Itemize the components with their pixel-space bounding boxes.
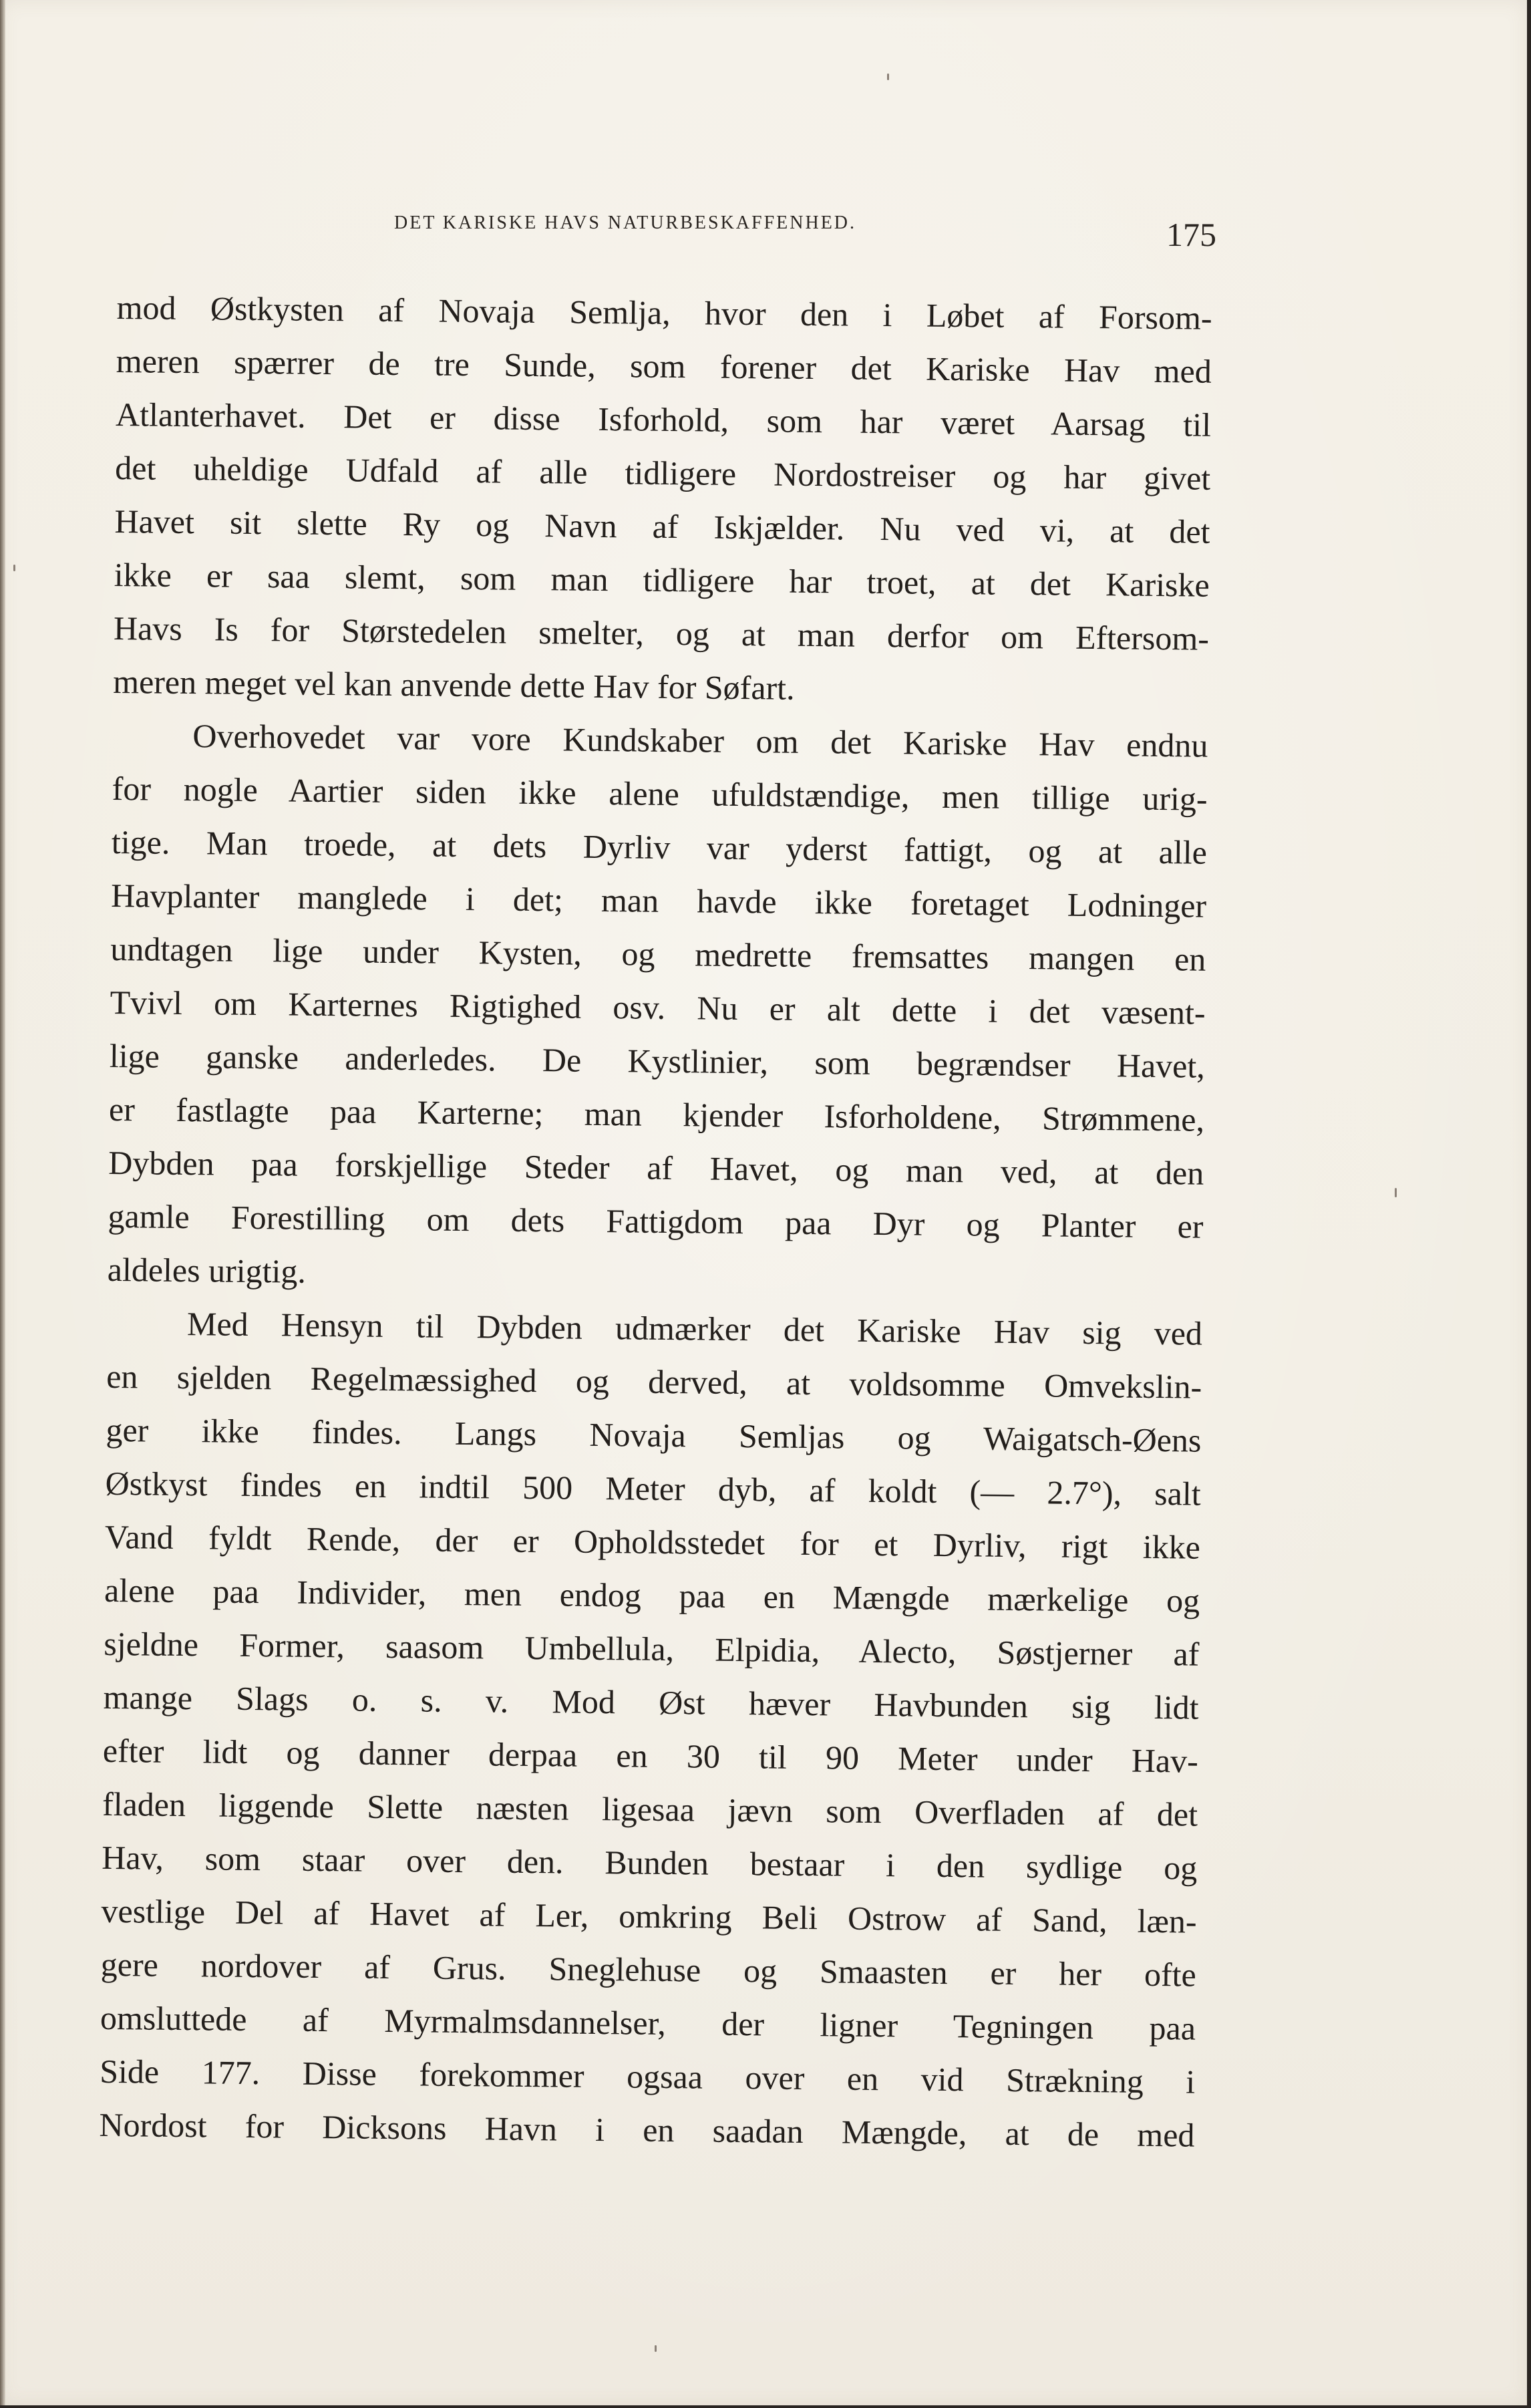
paper-speck [13, 565, 15, 571]
text-line: er fastlagte paa Karterne; man kjender Isforholdene, Strømmene, [108, 1090, 1205, 1139]
paper-speck [655, 2345, 657, 2352]
text-line: gamle Forestilling om dets Fattigdom paa Dyr og Planter er [108, 1197, 1204, 1245]
body-text [99, 281, 1212, 2162]
running-head: DET KARISKE HAVS NATURBESKAFFENHED. [394, 212, 857, 233]
text-line: Nordost for Dicksons Havn i en saadan Mængde, at de med [99, 2105, 1195, 2154]
text-line: meren spærrer de tre Sunde, som forener det Kariske Hav med [116, 341, 1212, 390]
paper-speck [887, 73, 889, 80]
text-line: det uheldige Udfald af alle tidligere Nordostreiser og har givet [115, 448, 1211, 497]
text-line: aldeles urigtig. [107, 1250, 307, 1290]
text-line: undtagen lige under Kysten, og medrette fremsattes mangen en [110, 929, 1206, 978]
text-line: tige. Man troede, at dets Dyrliv var yderst fattigt, og at alle [111, 822, 1208, 871]
text-line: vestlige Del af Havet af Ler, omkring Beli Ostrow af Sand, læn- [101, 1892, 1197, 1940]
text-line: mange Slags o. s. v. Mod Øst hæver Havbunden sig lidt [103, 1678, 1199, 1726]
text-line: alene paa Individer, men endog paa en Mængde mærkelige og [104, 1571, 1200, 1620]
text-line: Dybden paa forskjellige Steder af Havet, og man ved, at den [108, 1143, 1204, 1192]
text-line: Østkyst findes en indtil 500 Meter dyb, af koldt (— 2.7°), salt [105, 1464, 1201, 1513]
page-left-edge [0, 0, 5, 2405]
text-line: Havs Is for Størstedelen smelter, og at man derfor om Eftersom- [113, 609, 1210, 657]
text-line: efter lidt og danner derpaa en 30 til 90 Meter under Hav- [102, 1731, 1199, 1780]
text-line: fladen liggende Slette næsten ligesaa jævn som Overfladen af det [102, 1785, 1198, 1833]
paper-speck [1395, 1188, 1397, 1197]
text-line: ikke er saa slemt, som man tidligere har troet, at det Kariske [114, 555, 1210, 604]
text-line: en sjelden Regelmæssighed og derved, at voldsomme Omvekslin- [106, 1357, 1202, 1406]
text-line: Vand fyldt Rende, der er Opholdsstedet for et Dyrliv, rigt ikke [104, 1517, 1201, 1566]
scan-border-bottom [0, 2405, 1531, 2408]
text-line: for nogle Aartier siden ikke alene ufuldstændige, men tillige urig- [112, 769, 1208, 818]
text-line: Havplanter manglede i det; man havde ikke foretaget Lodninger [110, 876, 1207, 925]
text-line: sjeldne Former, saasom Umbellula, Elpidia, Alecto, Søstjerner af [104, 1624, 1200, 1673]
scan-border-right [1527, 0, 1531, 2408]
text-line: Tvivl om Karternes Rigtighed osv. Nu er alt dette i det væsent- [110, 983, 1206, 1032]
text-line: lige ganske anderledes. De Kystlinier, som begrændser Havet, [109, 1036, 1206, 1085]
text-line: mod Østkysten af Novaja Semlja, hvor den i Løbet af Forsom- [116, 288, 1212, 337]
text-line: omsluttede af Myrmalmsdannelser, der ligner Tegningen paa [100, 1998, 1196, 2047]
text-line: Hav, som staar over den. Bunden bestaar i den sydlige og [102, 1838, 1198, 1887]
paragraph-start-line: Overhovedet var vore Kundskaber om det Kariske Hav endnu [192, 717, 1208, 764]
text-line: Side 177. Disse forekommer ogsaa over en vid Strækning i [100, 2052, 1196, 2101]
text-line: Havet sit slette Ry og Navn af Iskjælder. Nu ved vi, at det [114, 502, 1210, 551]
text-line: Atlanterhavet. Det er disse Isforhold, som har været Aarsag til [115, 395, 1212, 444]
page-number: 175 [1166, 216, 1216, 253]
text-line: ger ikke findes. Langs Novaja Semljas og Waigatsch-Øens [106, 1410, 1202, 1459]
text-line: gere nordover af Grus. Sneglehuse og Smaasten er her ofte [100, 1945, 1197, 1994]
text-line: meren meget vel kan anvende dette Hav for Søfart. [112, 662, 795, 707]
paragraph-start-line: Med Hensyn til Dybden udmærker det Kariske Hav sig ved [186, 1305, 1203, 1352]
